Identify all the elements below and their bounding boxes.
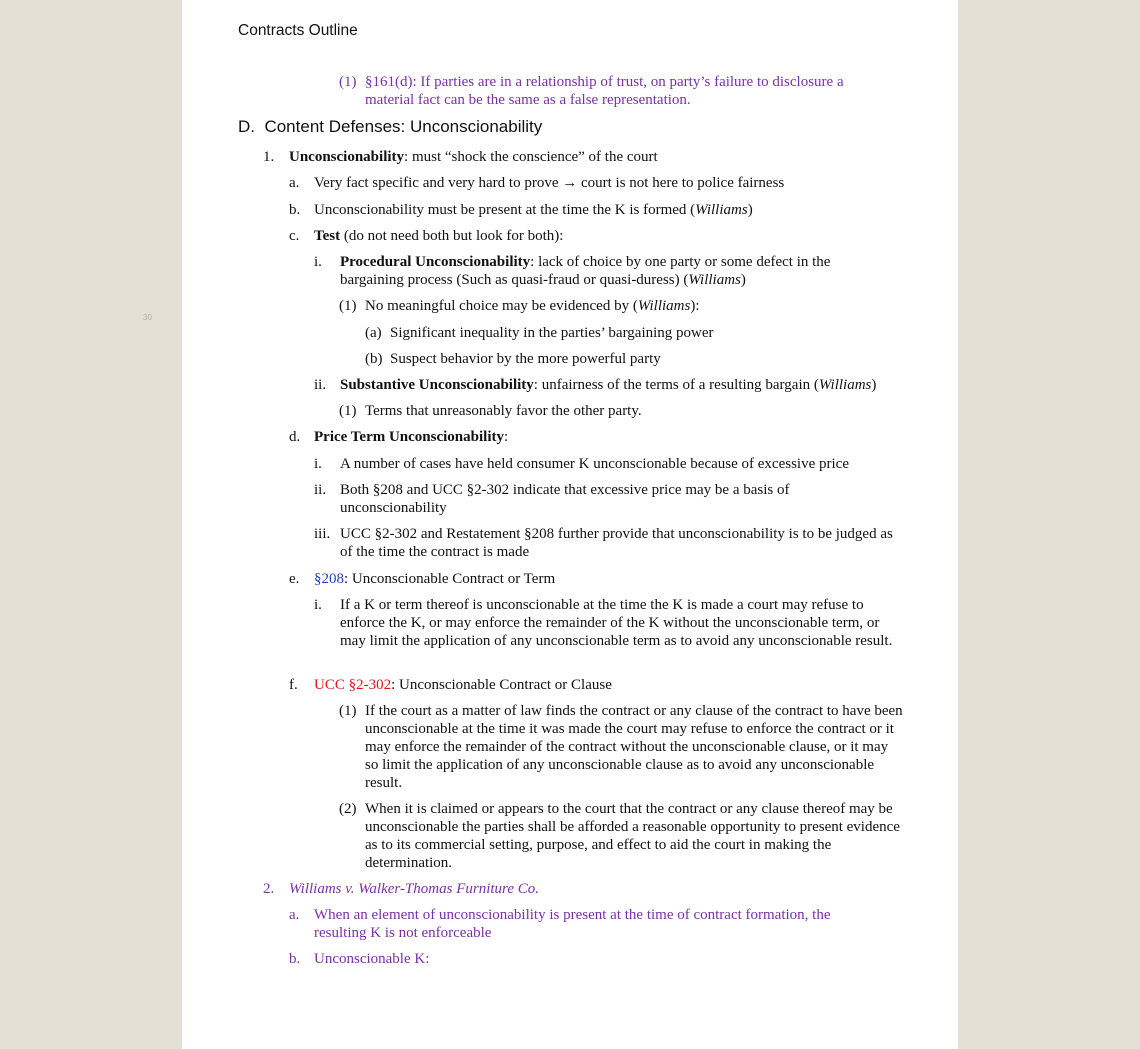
outline-item-1 [263, 148, 658, 166]
item-text: : lack of choice by one party or some defect in the bargaining process (Such as quasi-fraud or quasi-duress) ( [340, 254, 831, 288]
outline-item-2 [263, 880, 539, 898]
case-name: Williams [637, 298, 691, 314]
outline-item-2a [289, 906, 854, 942]
item-marker: i. [314, 456, 322, 472]
item-marker: (1) [339, 298, 357, 314]
item-punct: ): [690, 298, 700, 314]
item-marker: 1. [263, 149, 275, 165]
item-text: §161(d): If parties are in a relationship of trust, on party’s failure to disclosure a material fact can be the same as a false representation. [365, 74, 844, 108]
item-marker: f. [289, 677, 298, 693]
term-bold: Substantive Unconscionability [340, 377, 534, 393]
item-text: Unconscionability must be present at the time the K is formed ( [314, 202, 696, 218]
item-marker: e. [289, 571, 300, 587]
case-name: Williams v. Walker-Thomas Furniture Co. [289, 881, 539, 897]
item-text: When it is claimed or appears to the court that the contract or any clause thereof may be unconscionable the parties shall be afforded a reasonable opportunity to present evidence as to its commercial setting, purpose, and effect to aid the court in making the determination. [365, 801, 900, 871]
item-marker: i. [314, 597, 322, 613]
item-text: Unconscionable K: [314, 951, 430, 967]
outline-item-161d [339, 73, 885, 109]
heading-text: Content Defenses: Unconscionability [264, 117, 543, 136]
item-marker: i. [314, 254, 322, 270]
document-page [182, 0, 958, 1049]
item-punct: ) [740, 272, 746, 288]
margin-page-number: 30 [143, 313, 152, 322]
case-name: Williams [688, 272, 741, 288]
outline-item-1e [289, 570, 555, 588]
outline-item-1c-i-1 [339, 297, 700, 315]
arrow-icon: → [562, 175, 578, 191]
outline-item-1d-iii [314, 525, 902, 561]
outline-item-1d [289, 428, 508, 446]
item-marker: (a) [365, 325, 382, 341]
section-heading-d [238, 117, 542, 137]
item-marker: a. [289, 175, 300, 191]
outline-item-2b [289, 950, 429, 968]
item-text: If the court as a matter of law finds the contract or any clause of the contract to have been unconscionable at the time it was made the court may refuse to enforce the contract or it may enforce the remainder of the contract without the unconscionable clause, or it may so limit the application of any unconscionable clause as to avoid any unconscionable result. [365, 703, 903, 791]
item-text: Very fact specific and very hard to prove [314, 175, 559, 191]
item-marker: iii. [314, 526, 331, 542]
outline-item-1c-i [314, 253, 860, 289]
item-marker: a. [289, 907, 300, 923]
item-marker: b. [289, 951, 301, 967]
outline-item-1c-ii [314, 376, 876, 394]
heading-marker: D. [238, 117, 255, 136]
item-marker: (b) [365, 351, 383, 367]
item-punct: ) [747, 202, 753, 218]
item-text: When an element of unconscionability is present at the time of contract formation, the resulting K is not enforceable [314, 907, 831, 941]
outline-item-1c-i-1-b [365, 350, 661, 368]
item-marker: ii. [314, 377, 327, 393]
item-marker: c. [289, 228, 300, 244]
restatement-208-link[interactable]: §208 [314, 571, 344, 587]
item-marker: ii. [314, 482, 327, 498]
item-text: A number of cases have held consumer K unconscionable because of excessive price [340, 456, 849, 472]
outline-item-1c [289, 227, 563, 245]
item-text: : Unconscionable Contract or Clause [391, 677, 612, 693]
item-text: : unfairness of the terms of a resulting bargain ( [533, 377, 819, 393]
item-text: If a K or term thereof is unconscionable at the time the K is made a court may refuse to enforce the K, or may enforce the remainder of the K without the unconscionable term, or may limit the application of any unconscionable term as to avoid any unconscionable result. [340, 597, 893, 649]
item-text: Suspect behavior by the more powerful party [390, 351, 661, 367]
item-text: No meaningful choice may be evidenced by ( [365, 298, 638, 314]
outline-item-1a [289, 174, 784, 192]
page-header: Contracts Outline [238, 22, 358, 39]
item-text: UCC §2-302 and Restatement §208 further provide that unconscionability is to be judged as of the time the contract is made [340, 526, 893, 560]
outline-item-1c-ii-1 [339, 402, 642, 420]
item-marker: (1) [339, 703, 357, 719]
item-text: Terms that unreasonably favor the other party. [365, 403, 642, 419]
item-text: : Unconscionable Contract or Term [344, 571, 556, 587]
outline-item-1f-2 [339, 800, 905, 872]
outline-item-1f-1 [339, 702, 905, 792]
outline-item-1d-ii [314, 481, 820, 517]
term-bold: Price Term Unconscionability [314, 429, 504, 445]
case-name: Williams [818, 377, 872, 393]
outline-item-1e-i [314, 596, 906, 650]
item-text-cont: court is not here to police fairness [580, 175, 785, 191]
outline-item-1c-i-1-a [365, 324, 714, 342]
term-bold: Procedural Unconscionability [340, 254, 531, 270]
item-punct: : [504, 429, 509, 445]
term-bold: Unconscionability [289, 149, 405, 165]
outline-item-1b [289, 201, 753, 219]
outline-item-1d-i [314, 455, 849, 473]
item-text: : must “shock the conscience” of the court [404, 149, 658, 165]
outline-item-1f [289, 676, 612, 694]
ucc-2-302-link[interactable]: UCC §2-302 [314, 677, 392, 693]
item-marker: (1) [339, 403, 357, 419]
item-marker: 2. [263, 881, 275, 897]
case-name: Williams [695, 202, 748, 218]
term-bold: Test [314, 228, 341, 244]
item-marker: (1) [339, 74, 357, 90]
item-marker: (2) [339, 801, 357, 817]
item-text: Significant inequality in the parties’ bargaining power [390, 325, 714, 341]
item-text: (do not need both but look for both): [340, 228, 564, 244]
item-text: Both §208 and UCC §2-302 indicate that excessive price may be a basis of unconscionability [340, 482, 790, 516]
item-marker: b. [289, 202, 301, 218]
item-marker: d. [289, 429, 301, 445]
item-punct: ) [871, 377, 877, 393]
